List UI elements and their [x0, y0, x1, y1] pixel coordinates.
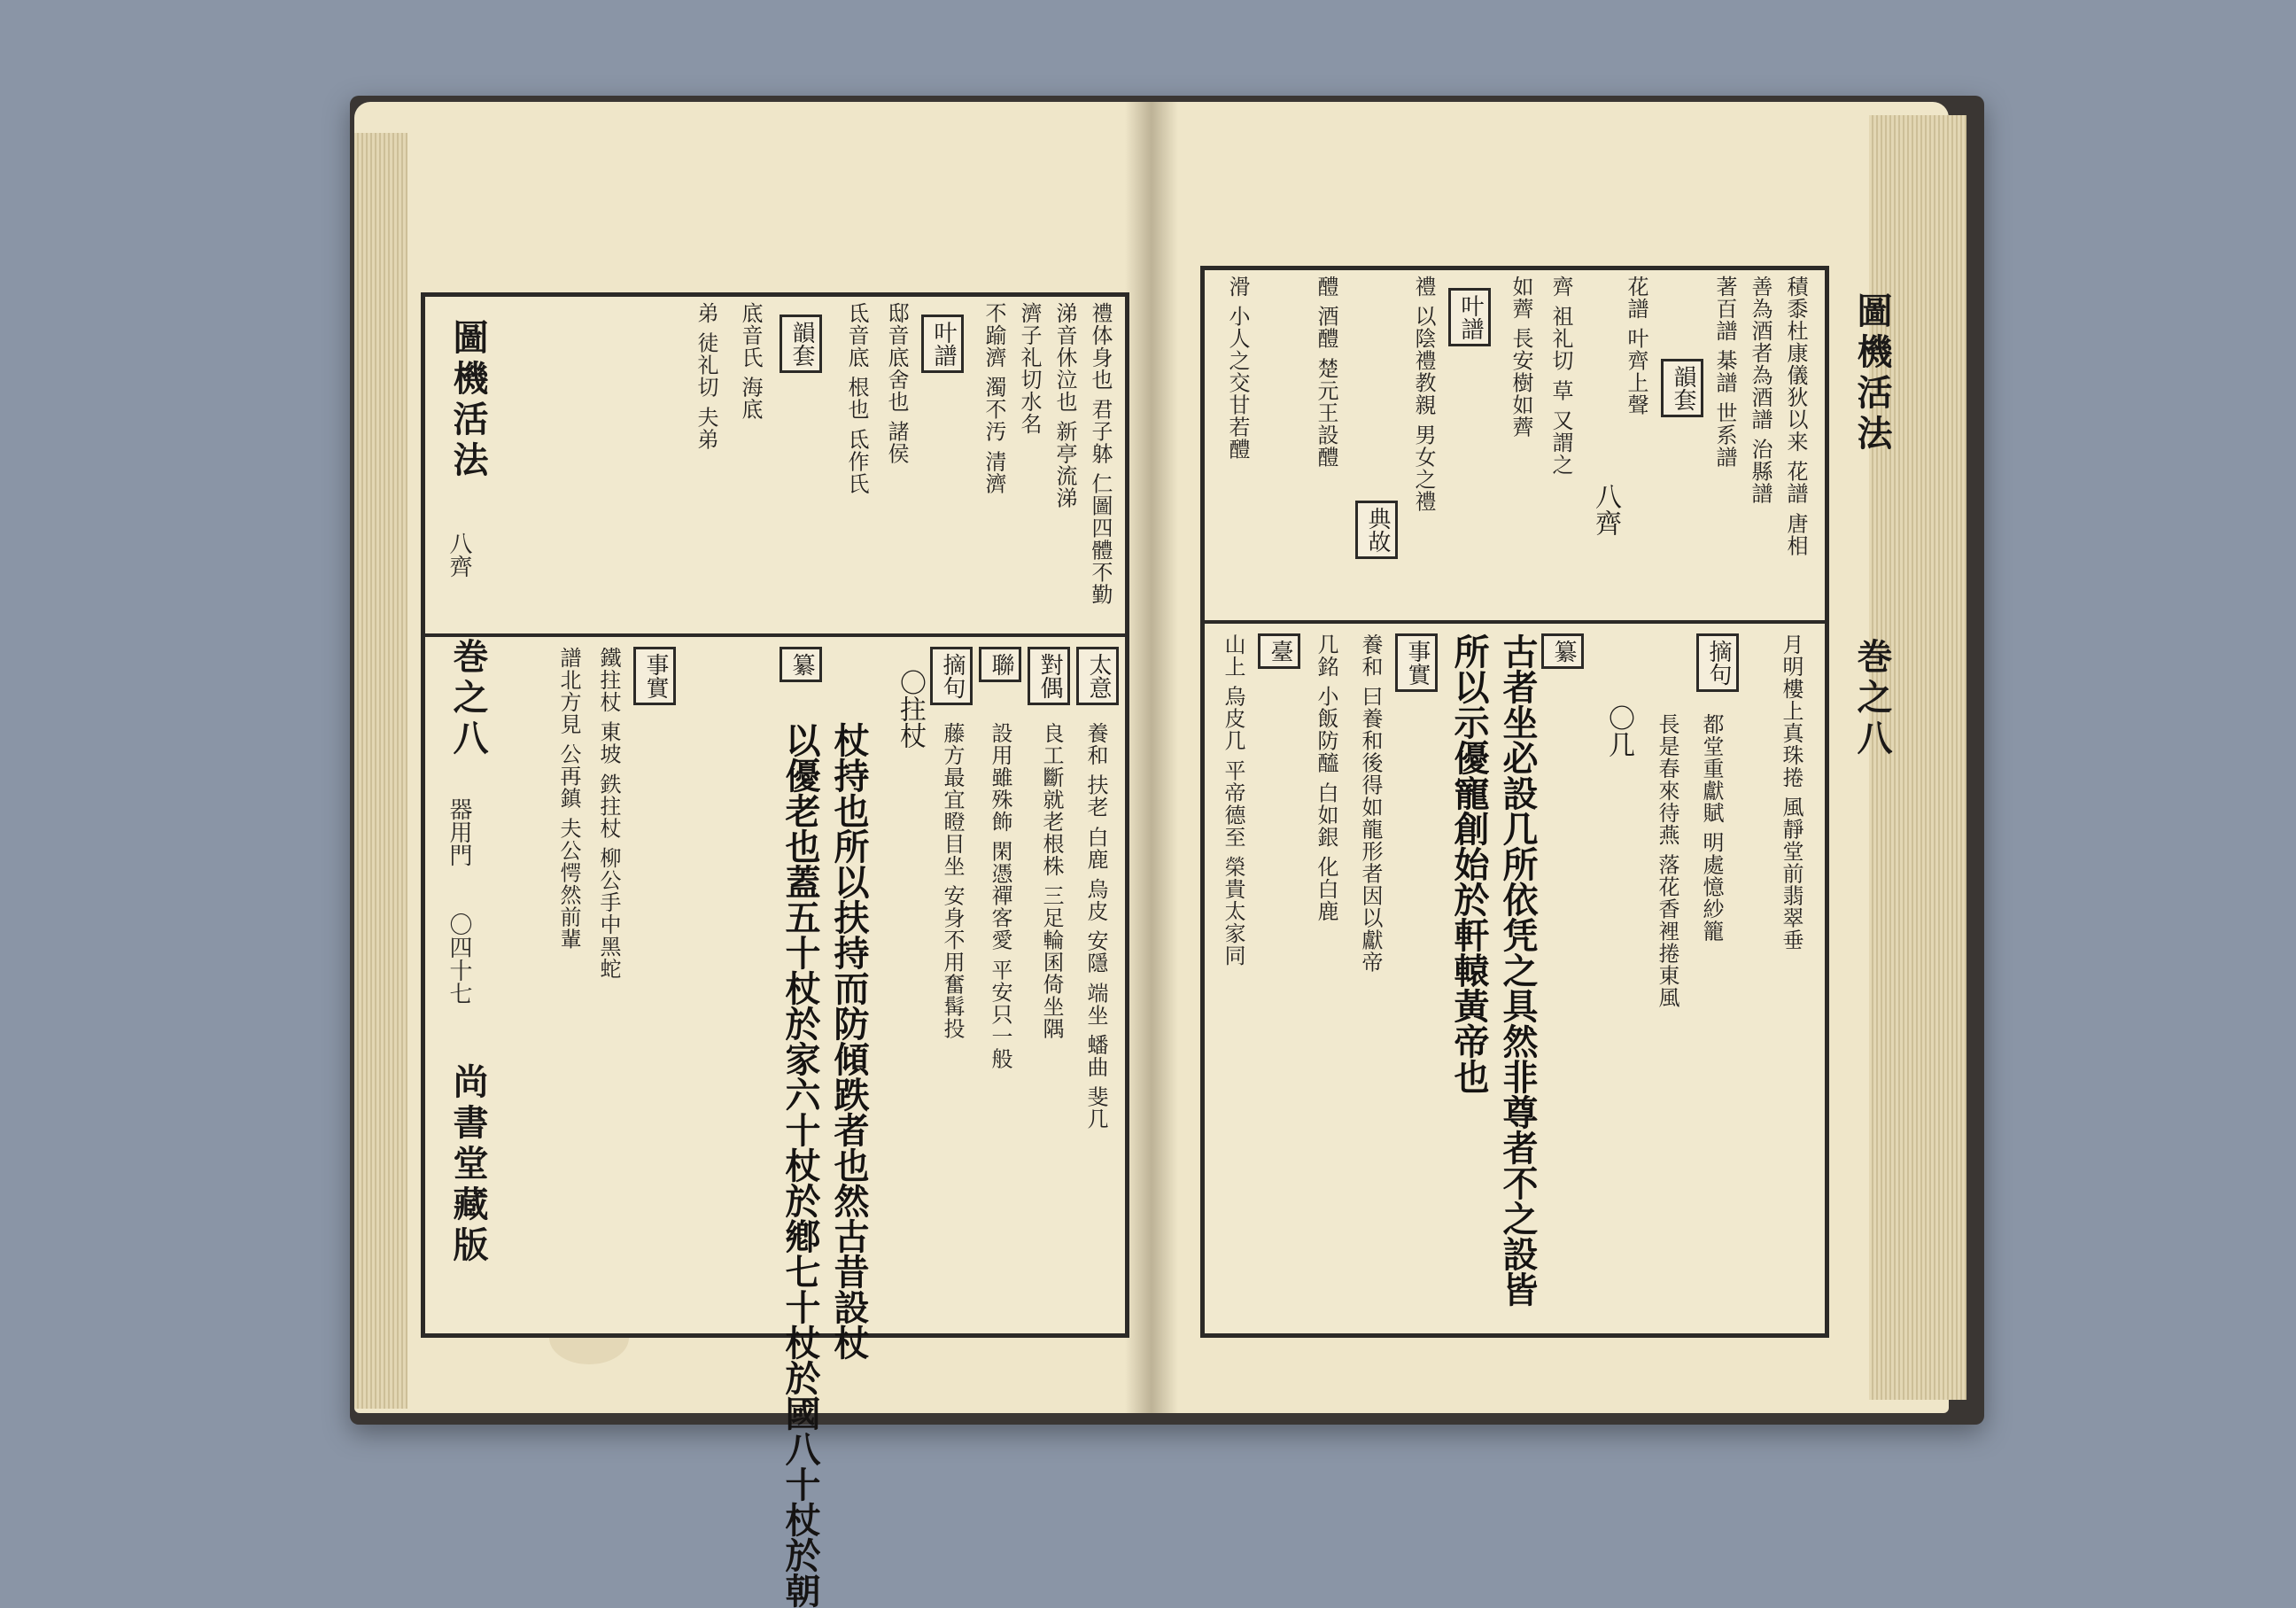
left-top-column: 禮体身也 君子躰 仁圖四體不勤	[1088, 302, 1113, 606]
right-volume: 巻之八	[1851, 638, 1893, 760]
left-bottom-column: 鐵拄杖 東坡 鉄拄杖 柳公手中黑蛇	[596, 647, 621, 980]
right-top-column: 善為酒者為酒譜 治縣譜	[1748, 276, 1772, 505]
left-bottom-column: 藤方最宜瞪目坐 安身不用奮髯投	[940, 722, 965, 1040]
left-text-frame	[421, 292, 1129, 1608]
left-volume: 巻之八	[447, 638, 489, 760]
left-bottom-column: 良工斷就老根株 三足輪囷倚坐隅	[1039, 722, 1064, 1040]
right-entry-heading: 〇几	[1603, 704, 1634, 757]
left-top-column: 底音氏 海底	[738, 302, 763, 421]
right-bottom-label: 事實	[1395, 633, 1438, 692]
right-main-text: 所以示優寵創始於軒轅黃帝也	[1448, 633, 1490, 1094]
left-top-column: 邸音底舍也 諸侯	[884, 302, 909, 465]
left-section-divider	[425, 633, 1125, 637]
right-top-column: 積黍杜康儀狄以来 花譜 唐相	[1783, 276, 1808, 557]
left-top-label: 韻套	[780, 315, 822, 373]
right-top-column: 滑 小人之交甘若醴	[1225, 276, 1250, 461]
left-top-label: 叶譜	[921, 315, 964, 373]
right-main-text: 古者坐必設几所依凭之具然非尊者不之設皆	[1497, 633, 1539, 1307]
left-top-column: 不踰濟 濁不汚 清濟	[981, 302, 1006, 495]
left-bottom-label: 太意	[1076, 647, 1119, 705]
right-bottom-column: 几銘 小飯防醯 白如銀 化白鹿	[1314, 633, 1338, 922]
right-bottom-column: 養和 曰養和後得如龍形者因以獻帝	[1358, 633, 1383, 974]
right-top-label: 韻套	[1661, 359, 1703, 417]
left-main-text: 杖持也所以扶持而防傾跌者也然古昔設杖	[828, 722, 870, 1360]
right-bottom-label: 纂	[1541, 633, 1584, 669]
left-running-title: 圖機活法	[447, 319, 489, 482]
right-top-label: 叶譜	[1448, 288, 1491, 346]
right-top-column: 如薺 長安樹如薺	[1509, 276, 1533, 439]
right-top-column: 花譜 叶齊上聲	[1624, 276, 1648, 416]
left-bottom-column: 譜北方見 公再鎮 夫公愕然前輩	[556, 647, 581, 951]
right-bottom-column: 山上 烏皮几 平帝德至 榮貴太家同	[1221, 633, 1245, 967]
right-running-title: 圖機活法	[1851, 292, 1893, 455]
left-section-ref: 八齊	[446, 532, 472, 578]
right-top-column: 著百譜 棊譜 世系譜	[1712, 276, 1737, 469]
right-bottom-column: 月明樓上真珠捲 風靜堂前翡翠垂	[1779, 633, 1803, 952]
book-gutter	[1125, 102, 1178, 1413]
left-bottom-label: 纂	[780, 647, 822, 682]
left-bottom-label: 事實	[633, 647, 676, 705]
left-bottom-label: 摘句	[930, 647, 973, 705]
right-bottom-label: 摘句	[1696, 633, 1739, 692]
right-bottom-column: 長是春來待燕 落花香裡捲東風	[1655, 713, 1679, 1009]
left-bottom-label: 聯	[979, 647, 1021, 682]
right-top-column: 醴 酒醴 楚元王設醴	[1314, 276, 1338, 469]
left-category: 器用門	[446, 797, 472, 866]
left-bottom-column: 養和 扶老 白鹿 烏皮 安隱 端坐 蟠曲 斐几	[1083, 722, 1108, 1130]
left-top-column: 涕音休泣也 新亭流涕	[1052, 302, 1077, 509]
left-page-number: 〇四十七	[446, 913, 472, 1005]
left-bottom-label: 對偶	[1028, 647, 1070, 705]
left-page-edges	[354, 133, 407, 1409]
right-top-label: 典故	[1355, 501, 1398, 559]
left-top-column: 氐音底 根也 氐作氏	[844, 302, 869, 495]
right-text-frame	[1200, 266, 1829, 1338]
left-main-text: 以優老也蓋五十杖於家六十杖於鄕七十杖於國八十杖於朝	[780, 722, 821, 1608]
right-bottom-label: 臺	[1258, 633, 1300, 669]
right-section-heading: 八齊	[1590, 483, 1621, 536]
right-bottom-column: 都堂重獻賦 明處憶紗籠	[1699, 713, 1724, 943]
right-top-column: 禮 以陰禮教親 男女之禮	[1411, 276, 1436, 513]
left-bottom-column: 設用雖殊飾 閑憑禪客愛 平安只一般	[988, 722, 1012, 1070]
left-entry-heading: 〇拄杖	[895, 669, 926, 749]
left-top-column: 濟子礼切水名	[1017, 302, 1042, 435]
left-publisher: 尚書堂藏版	[447, 1063, 489, 1267]
right-section-divider	[1205, 620, 1825, 624]
left-top-column: 弟 徒礼切 夫弟	[694, 302, 718, 451]
right-top-column: 齊 祖礼切 草 又謂之	[1548, 276, 1573, 476]
